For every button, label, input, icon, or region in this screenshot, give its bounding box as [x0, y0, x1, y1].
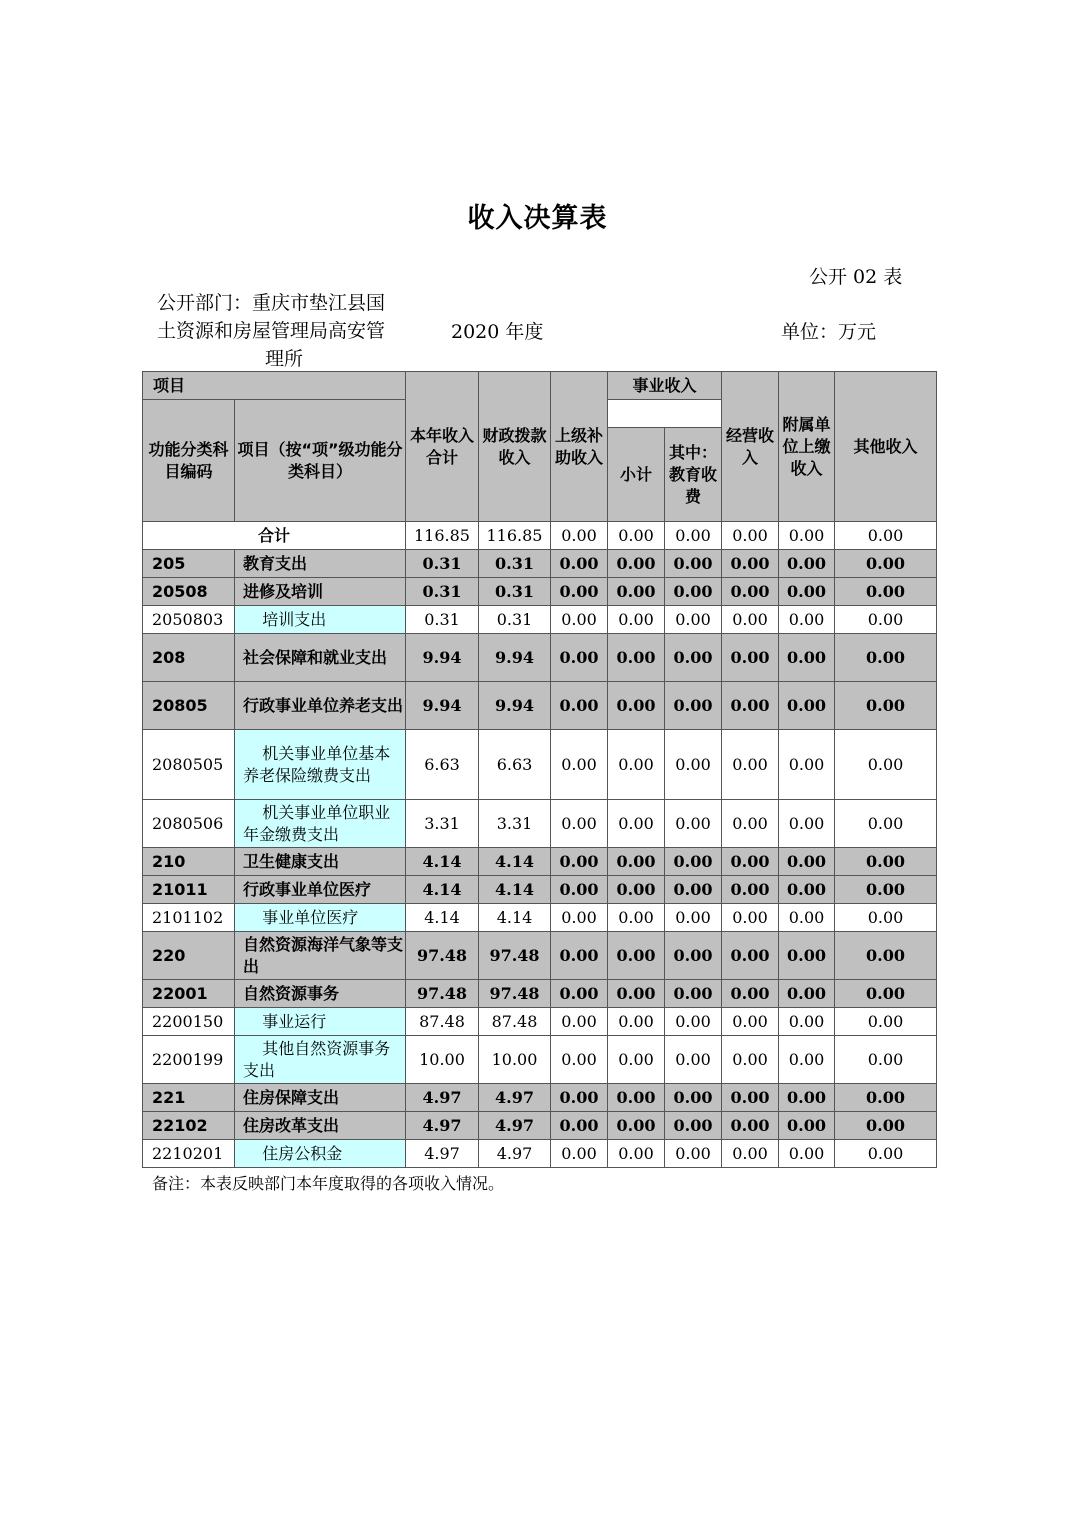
row-value: 0.00 [665, 1036, 722, 1084]
row-value: 0.00 [665, 682, 722, 730]
row-code: 2210201 [143, 1140, 235, 1168]
row-value: 0.00 [779, 848, 835, 876]
row-value: 0.00 [779, 1036, 835, 1084]
table-row [143, 876, 937, 904]
row-name: 自然资源事务 [235, 980, 406, 1008]
row-value: 10.00 [406, 1036, 479, 1084]
table-row [143, 980, 937, 1008]
table-row [143, 606, 937, 634]
row-value: 0.00 [779, 932, 835, 980]
row-value: 0.00 [779, 606, 835, 634]
row-value: 0.00 [608, 848, 665, 876]
page-title: 收入决算表 [467, 203, 608, 234]
row-value: 0.31 [479, 578, 551, 606]
row-value: 0.00 [722, 932, 779, 980]
row-value: 0.00 [551, 682, 608, 730]
row-value: 4.97 [479, 1112, 551, 1140]
table-row [143, 550, 937, 578]
row-value: 4.14 [479, 876, 551, 904]
row-value: 87.48 [479, 1008, 551, 1036]
row-value: 0.00 [551, 980, 608, 1008]
row-value: 0.31 [406, 550, 479, 578]
row-value: 0.00 [722, 904, 779, 932]
row-value: 0.00 [835, 578, 937, 606]
table-row [143, 730, 937, 800]
row-value: 0.00 [608, 730, 665, 800]
header-subtotal: 小计 [608, 428, 665, 522]
header-affiliated: 附属单位上缴收入 [779, 372, 835, 522]
row-value: 0.00 [779, 682, 835, 730]
row-value: 0.00 [551, 904, 608, 932]
row-value: 0.00 [551, 848, 608, 876]
row-code: 210 [143, 848, 235, 876]
row-value: 0.00 [608, 800, 665, 848]
header-other: 其他收入 [835, 372, 937, 522]
row-value: 6.63 [479, 730, 551, 800]
row-value: 0.00 [551, 876, 608, 904]
row-value: 0.00 [722, 550, 779, 578]
row-value: 0.00 [722, 578, 779, 606]
row-code: 2200199 [143, 1036, 235, 1084]
row-value: 0.00 [722, 682, 779, 730]
row-value: 0.00 [835, 904, 937, 932]
row-name: 住房改革支出 [235, 1112, 406, 1140]
row-value: 0.00 [665, 932, 722, 980]
row-value: 0.00 [551, 1036, 608, 1084]
row-code: 2050803 [143, 606, 235, 634]
row-value: 0.00 [551, 932, 608, 980]
row-value: 0.00 [722, 606, 779, 634]
row-value: 0.00 [835, 1008, 937, 1036]
row-value: 9.94 [479, 682, 551, 730]
row-value: 0.31 [406, 606, 479, 634]
row-value: 0.00 [608, 1112, 665, 1140]
row-value: 0.00 [835, 606, 937, 634]
row-value: 0.00 [608, 1140, 665, 1168]
row-value: 0.00 [608, 606, 665, 634]
row-value: 6.63 [406, 730, 479, 800]
row-code: 220 [143, 932, 235, 980]
row-value: 0.00 [779, 1008, 835, 1036]
row-value: 0.00 [608, 1036, 665, 1084]
row-value: 0.00 [779, 550, 835, 578]
header-career: 事业收入 [608, 372, 722, 400]
header-project: 项目 [143, 372, 406, 400]
row-value: 0.00 [665, 876, 722, 904]
row-name: 行政事业单位医疗 [235, 876, 406, 904]
row-value: 0.00 [835, 550, 937, 578]
row-value: 0.00 [608, 1084, 665, 1112]
header-upper: 上级补助收入 [551, 372, 608, 522]
table-row [143, 634, 937, 682]
row-value: 0.00 [722, 1036, 779, 1084]
row-value: 0.00 [835, 876, 937, 904]
table-row [143, 932, 937, 980]
row-value: 0.00 [779, 980, 835, 1008]
row-code: 22102 [143, 1112, 235, 1140]
row-name: 行政事业单位养老支出 [235, 682, 406, 730]
row-value: 0.00 [779, 1112, 835, 1140]
table-row [143, 800, 937, 848]
row-value: 0.00 [835, 730, 937, 800]
table-row [143, 1036, 937, 1084]
row-name: 住房保障支出 [235, 1084, 406, 1112]
row-value: 0.00 [835, 1140, 937, 1168]
row-value: 3.31 [406, 800, 479, 848]
row-value: 4.97 [479, 1084, 551, 1112]
total-row [143, 522, 937, 550]
total-value: 116.85 [406, 522, 479, 550]
row-value: 0.00 [551, 1140, 608, 1168]
total-label: 合计 [143, 522, 406, 550]
row-value: 0.00 [551, 550, 608, 578]
row-value: 0.00 [779, 634, 835, 682]
row-value: 3.31 [479, 800, 551, 848]
row-value: 0.00 [551, 606, 608, 634]
row-value: 0.00 [835, 980, 937, 1008]
total-value: 0.00 [665, 522, 722, 550]
row-value: 9.94 [479, 634, 551, 682]
row-value: 4.14 [406, 876, 479, 904]
row-value: 0.00 [608, 876, 665, 904]
row-value: 97.48 [479, 932, 551, 980]
income-table [142, 371, 937, 1168]
department-line: 理所 [265, 348, 304, 370]
row-value: 4.97 [479, 1140, 551, 1168]
row-value: 0.00 [722, 1112, 779, 1140]
row-value: 0.00 [551, 730, 608, 800]
row-value: 0.00 [722, 800, 779, 848]
row-value: 0.00 [665, 578, 722, 606]
row-value: 0.00 [665, 1140, 722, 1168]
row-name: 卫生健康支出 [235, 848, 406, 876]
header-func-code: 功能分类科目编码 [143, 400, 235, 522]
row-name: 培训支出 [235, 606, 406, 634]
row-value: 87.48 [406, 1008, 479, 1036]
row-code: 221 [143, 1084, 235, 1112]
form-number: 公开 02 表 [809, 266, 903, 288]
row-value: 0.00 [722, 980, 779, 1008]
row-name: 机关事业单位职业年金缴费支出 [235, 800, 406, 848]
department-label [157, 289, 425, 373]
row-value: 0.00 [779, 904, 835, 932]
row-value: 4.97 [406, 1140, 479, 1168]
row-value: 0.00 [665, 1112, 722, 1140]
row-value: 0.00 [608, 980, 665, 1008]
row-value: 4.14 [406, 848, 479, 876]
row-code: 2080505 [143, 730, 235, 800]
department-line: 公开部门：重庆市垫江县国 [157, 292, 386, 314]
row-value: 0.00 [722, 1084, 779, 1112]
row-value: 0.00 [608, 682, 665, 730]
row-code: 205 [143, 550, 235, 578]
row-value: 0.00 [608, 550, 665, 578]
row-value: 0.00 [835, 682, 937, 730]
row-value: 4.97 [406, 1112, 479, 1140]
row-value: 10.00 [479, 1036, 551, 1084]
row-value: 0.31 [479, 550, 551, 578]
fiscal-year: 2020 年度 [451, 321, 544, 343]
row-value: 0.00 [608, 634, 665, 682]
row-value: 0.00 [722, 634, 779, 682]
row-value: 0.31 [479, 606, 551, 634]
table-row [143, 1008, 937, 1036]
row-name: 其他自然资源事务支出 [235, 1036, 406, 1084]
header-item-name: 项目（按“项”级功能分类科目） [235, 400, 406, 522]
row-value: 0.00 [665, 848, 722, 876]
table-row [143, 904, 937, 932]
row-value: 0.00 [835, 800, 937, 848]
row-value: 0.00 [779, 800, 835, 848]
total-value: 0.00 [779, 522, 835, 550]
row-code: 21011 [143, 876, 235, 904]
table-row [143, 1084, 937, 1112]
row-value: 0.00 [665, 980, 722, 1008]
row-name: 事业单位医疗 [235, 904, 406, 932]
row-value: 0.00 [665, 730, 722, 800]
row-value: 4.14 [406, 904, 479, 932]
table-row [143, 1112, 937, 1140]
row-value: 0.00 [551, 634, 608, 682]
row-code: 2080506 [143, 800, 235, 848]
row-code: 20508 [143, 578, 235, 606]
row-value: 0.00 [551, 800, 608, 848]
row-code: 208 [143, 634, 235, 682]
row-value: 0.00 [608, 932, 665, 980]
total-value: 0.00 [835, 522, 937, 550]
row-value: 97.48 [479, 980, 551, 1008]
row-name: 社会保障和就业支出 [235, 634, 406, 682]
row-value: 0.00 [608, 578, 665, 606]
row-name: 住房公积金 [235, 1140, 406, 1168]
table-row [143, 682, 937, 730]
table-note: 备注：本表反映部门本年度取得的各项收入情况。 [152, 1174, 505, 1193]
row-value: 0.00 [779, 730, 835, 800]
row-value: 0.00 [551, 578, 608, 606]
row-value: 0.00 [551, 1112, 608, 1140]
row-value: 0.00 [551, 1084, 608, 1112]
row-value: 4.97 [406, 1084, 479, 1112]
row-code: 2101102 [143, 904, 235, 932]
row-value: 0.00 [835, 848, 937, 876]
row-value: 0.00 [779, 1084, 835, 1112]
row-value: 0.00 [722, 848, 779, 876]
row-value: 0.00 [665, 606, 722, 634]
row-value: 0.00 [722, 876, 779, 904]
row-value: 0.00 [779, 1140, 835, 1168]
table-row [143, 578, 937, 606]
row-name: 机关事业单位基本养老保险缴费支出 [235, 730, 406, 800]
row-name: 事业运行 [235, 1008, 406, 1036]
table-row [143, 848, 937, 876]
row-code: 2200150 [143, 1008, 235, 1036]
total-value: 0.00 [608, 522, 665, 550]
row-value: 0.00 [722, 1140, 779, 1168]
row-value: 0.00 [779, 876, 835, 904]
row-value: 0.00 [608, 904, 665, 932]
unit-label: 单位：万元 [781, 321, 877, 343]
row-value: 0.00 [665, 1084, 722, 1112]
header-business: 经营收入 [722, 372, 779, 522]
row-code: 20805 [143, 682, 235, 730]
row-value: 0.31 [406, 578, 479, 606]
row-value: 4.14 [479, 848, 551, 876]
row-name: 教育支出 [235, 550, 406, 578]
row-value: 0.00 [835, 1036, 937, 1084]
header-total: 本年收入合计 [406, 372, 479, 522]
row-value: 0.00 [835, 1084, 937, 1112]
row-value: 0.00 [551, 1008, 608, 1036]
row-value: 0.00 [665, 634, 722, 682]
row-value: 0.00 [835, 932, 937, 980]
table-row [143, 1140, 937, 1168]
header-edu: 其中：教育收费 [665, 428, 722, 522]
row-value: 97.48 [406, 980, 479, 1008]
total-value: 0.00 [551, 522, 608, 550]
row-value: 0.00 [779, 578, 835, 606]
row-value: 0.00 [835, 634, 937, 682]
row-value: 0.00 [835, 1112, 937, 1140]
row-value: 0.00 [665, 904, 722, 932]
row-name: 进修及培训 [235, 578, 406, 606]
header-fiscal: 财政拨款收入 [479, 372, 551, 522]
total-value: 0.00 [722, 522, 779, 550]
row-value: 0.00 [665, 550, 722, 578]
row-value: 4.14 [479, 904, 551, 932]
row-code: 22001 [143, 980, 235, 1008]
department-line: 土资源和房屋管理局高安管 [157, 320, 386, 342]
row-value: 9.94 [406, 634, 479, 682]
row-value: 0.00 [722, 730, 779, 800]
row-value: 0.00 [608, 1008, 665, 1036]
row-name: 自然资源海洋气象等支出 [235, 932, 406, 980]
row-value: 9.94 [406, 682, 479, 730]
row-value: 0.00 [665, 1008, 722, 1036]
total-value: 116.85 [479, 522, 551, 550]
row-value: 0.00 [722, 1008, 779, 1036]
row-value: 0.00 [665, 800, 722, 848]
row-value: 97.48 [406, 932, 479, 980]
